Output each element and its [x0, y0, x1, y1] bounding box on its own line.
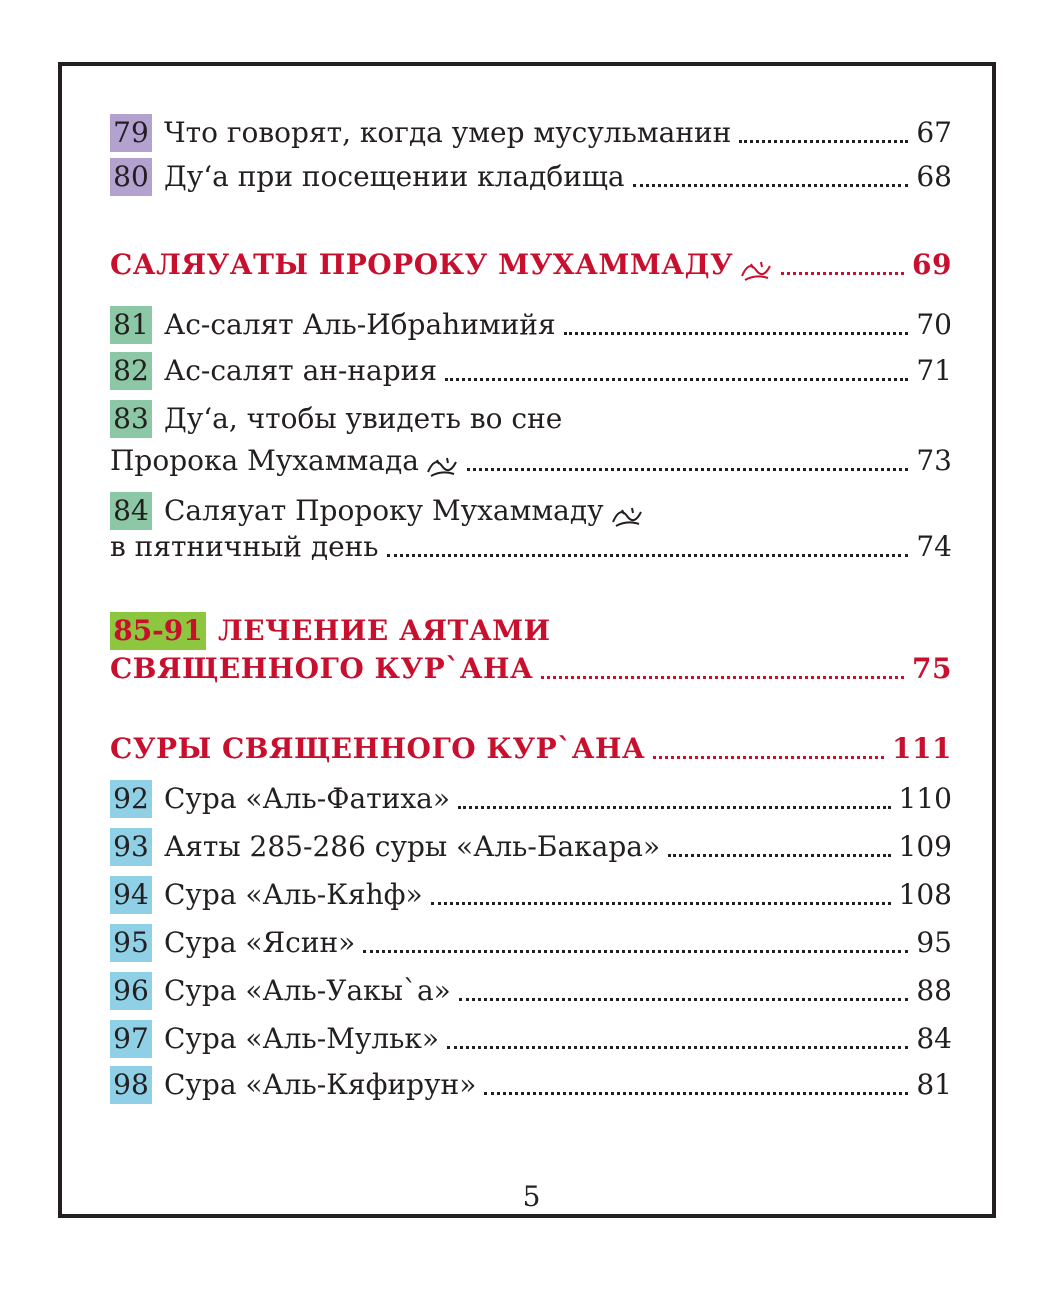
entry-number: 83	[110, 400, 152, 438]
toc-entry-82[interactable]	[110, 350, 952, 390]
toc-entry-93[interactable]	[110, 826, 952, 866]
entry-title-cont: Пророка Мухаммада	[110, 444, 419, 477]
entry-number: 82	[110, 352, 152, 390]
leader-dots	[633, 184, 909, 187]
entry-number: 94	[110, 876, 152, 914]
leader-dots	[564, 332, 909, 335]
entry-title: Сура «Аль-Мульк»	[164, 1022, 440, 1055]
toc-entry-98[interactable]	[110, 1064, 952, 1104]
entry-page: 70	[916, 308, 952, 341]
entry-title: Саляуат Пророку Мухаммаду	[164, 494, 604, 527]
entry-page: 68	[916, 160, 952, 193]
section-title: СУРЫ СВЯЩЕННОГО КУР`АНА	[110, 732, 646, 765]
toc-entry-80[interactable]	[110, 156, 952, 196]
entry-title: Сура «Аль-Кяфирун»	[164, 1068, 477, 1101]
entry-page: 88	[916, 974, 952, 1007]
entry-page: 109	[898, 830, 952, 863]
entry-number: 81	[110, 306, 152, 344]
toc-entry-83[interactable]	[110, 398, 952, 438]
entry-page: 110	[898, 782, 952, 815]
page-number: 5	[522, 1180, 541, 1213]
leader-dots	[653, 756, 884, 759]
leader-dots	[668, 854, 890, 857]
section-title: САЛЯУАТЫ ПРОРОКУ МУХАММАДУ	[110, 248, 734, 281]
entry-title-cont: в пятничный день	[110, 530, 379, 563]
entry-number: 80	[110, 158, 152, 196]
entry-title: Сура «Аль-Кяhф»	[164, 878, 423, 911]
entry-title: Аяты 285-286 суры «Аль-Бакара»	[164, 830, 661, 863]
entry-page: 95	[916, 926, 952, 959]
entry-page: 74	[916, 530, 952, 563]
leader-dots	[541, 676, 904, 679]
leader-dots	[484, 1092, 908, 1095]
leader-dots	[459, 998, 909, 1001]
toc-entry-83-cont[interactable]	[110, 440, 952, 480]
toc-section-salawat[interactable]	[110, 244, 952, 284]
leader-dots	[387, 554, 909, 557]
entry-title: Что говорят, когда умер мусульманин	[164, 116, 732, 149]
section-page: 111	[892, 732, 952, 765]
section-page: 69	[912, 248, 952, 281]
toc-entry-81[interactable]	[110, 304, 952, 344]
entry-number: 92	[110, 780, 152, 818]
section-title-cont: СВЯЩЕННОГО КУР`АНА	[110, 652, 534, 685]
toc-section-surahs[interactable]	[110, 728, 952, 768]
entry-title: Ду‘а, чтобы увидеть во сне	[164, 402, 563, 435]
toc-entry-97[interactable]	[110, 1018, 952, 1058]
entry-title: Ас-салят ан-нария	[164, 354, 437, 387]
leader-dots	[458, 806, 891, 809]
entry-page: 71	[916, 354, 952, 387]
entry-page: 73	[916, 444, 952, 477]
section-page: 75	[912, 652, 952, 685]
entry-number: 97	[110, 1020, 152, 1058]
leader-dots	[363, 950, 908, 953]
leader-dots	[739, 140, 908, 143]
toc-entry-92[interactable]	[110, 778, 952, 818]
toc-entry-84-cont[interactable]	[110, 526, 952, 566]
entry-number: 95	[110, 924, 152, 962]
leader-dots	[447, 1046, 908, 1049]
entry-page: 67	[916, 116, 952, 149]
toc-section-healing-cont[interactable]	[110, 648, 952, 688]
entry-title: Сура «Аль-Фатиха»	[164, 782, 450, 815]
section-title: ЛЕЧЕНИЕ АЯТАМИ	[218, 614, 551, 647]
leader-dots	[445, 378, 908, 381]
toc-entry-95[interactable]	[110, 922, 952, 962]
leader-dots	[467, 468, 908, 471]
entry-title: Ас-салят Аль-Ибраhимийя	[164, 308, 556, 341]
entry-number: 93	[110, 828, 152, 866]
entry-title: Сура «Ясин»	[164, 926, 356, 959]
sallallahu-seal-icon	[425, 452, 459, 480]
entry-page: 84	[916, 1022, 952, 1055]
toc-entry-96[interactable]	[110, 970, 952, 1010]
entry-page: 108	[898, 878, 952, 911]
entry-page: 81	[916, 1068, 952, 1101]
leader-dots	[431, 902, 891, 905]
entry-title: Ду‘а при посещении кладбища	[164, 160, 625, 193]
entry-number: 79	[110, 114, 152, 152]
toc-entry-84[interactable]	[110, 490, 952, 530]
toc-section-healing[interactable]	[110, 610, 952, 650]
entry-number: 98	[110, 1066, 152, 1104]
sallallahu-seal-icon	[739, 256, 773, 284]
toc-entry-79[interactable]	[110, 112, 952, 152]
entry-number: 96	[110, 972, 152, 1010]
section-number: 85-91	[110, 612, 206, 650]
toc-entry-94[interactable]	[110, 874, 952, 914]
entry-number: 84	[110, 492, 152, 530]
leader-dots	[781, 272, 904, 275]
entry-title: Сура «Аль-Уакы`а»	[164, 974, 451, 1007]
